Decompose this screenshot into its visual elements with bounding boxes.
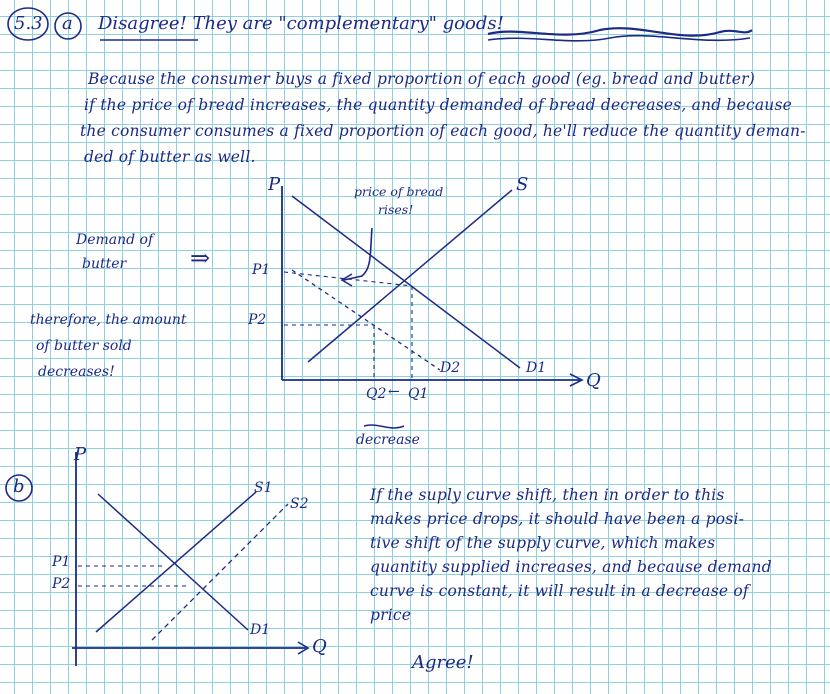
conclusion-line-3: decreases! (38, 364, 115, 380)
scribble-out (488, 28, 752, 35)
graph-b-s2-label: S2 (290, 496, 309, 512)
graph-a-annotation-line-1: price of bread (354, 184, 444, 199)
side-note-line-2: butter (82, 256, 127, 272)
graph-b-p2-label: P2 (52, 576, 71, 592)
part-b-verdict: Agree! (412, 652, 474, 673)
part-b-line-2: makes price drops, it should have been a posi- (370, 510, 745, 528)
graph-a-annotation-line-2: rises! (378, 202, 414, 217)
side-note-line-1: Demand of (76, 232, 154, 248)
graph-b-p1-label: P1 (52, 554, 71, 570)
graph-a-decrease-brace (364, 425, 404, 428)
part-a-heading: Disagree! They are "complementary" goods! (98, 13, 504, 34)
graph-a-q-arrow: ← (388, 384, 400, 400)
part-b-line-4: quantity supplied increases, and because demand (370, 558, 772, 576)
graph-a-q2-label: Q2 (366, 386, 387, 402)
graph-a-supply-label: S (516, 174, 529, 195)
part-b-line-5: curve is constant, it will result in a decrease of (370, 582, 749, 600)
graph-b-x-label: Q (312, 636, 327, 657)
conclusion-line-1: therefore, the amount (30, 312, 187, 328)
graph-a-p2-label: P2 (248, 312, 267, 328)
graph-a-x-label: Q (586, 370, 601, 391)
part-a-label: a (62, 13, 73, 34)
part-b-line-3: tive shift of the supply curve, which makes (370, 534, 716, 552)
graph-a-y-label: P (268, 174, 281, 195)
graph-a-decrease-label: decrease (356, 432, 420, 448)
part-b-line-1: If the suply curve shift, then in order to this (370, 486, 725, 504)
implies-arrow: ⇒ (190, 244, 211, 272)
part-a-line-3: the consumer consumes a fixed proportion of each good, he'll reduce the quantity deman- (80, 122, 806, 140)
part-a-line-1: Because the consumer buys a fixed proportion of each good (eg. bread and butter) (88, 70, 755, 88)
graph-a-demand-d1 (292, 196, 520, 368)
graph-a-demand-d2 (292, 270, 440, 370)
graph-a-d1-label: D1 (526, 360, 547, 376)
graph-a-p1-label: P1 (252, 262, 271, 278)
part-a-line-2: if the price of bread increases, the quantity demanded of bread decreases, and because (84, 96, 792, 114)
part-b-label: b (13, 476, 25, 497)
graph-b-y-label: P (74, 444, 87, 465)
part-a-line-4: ded of butter as well. (84, 148, 256, 166)
question-number: 5.3 (14, 13, 43, 34)
graph-a-d2-label: D2 (440, 360, 461, 376)
graph-b-s1-label: S1 (254, 480, 273, 496)
graph-b-d1-label: D1 (250, 622, 271, 638)
conclusion-line-2: of butter sold (36, 338, 132, 354)
graph-a-q1-label: Q1 (408, 386, 429, 402)
part-b-line-6: price (370, 606, 412, 624)
